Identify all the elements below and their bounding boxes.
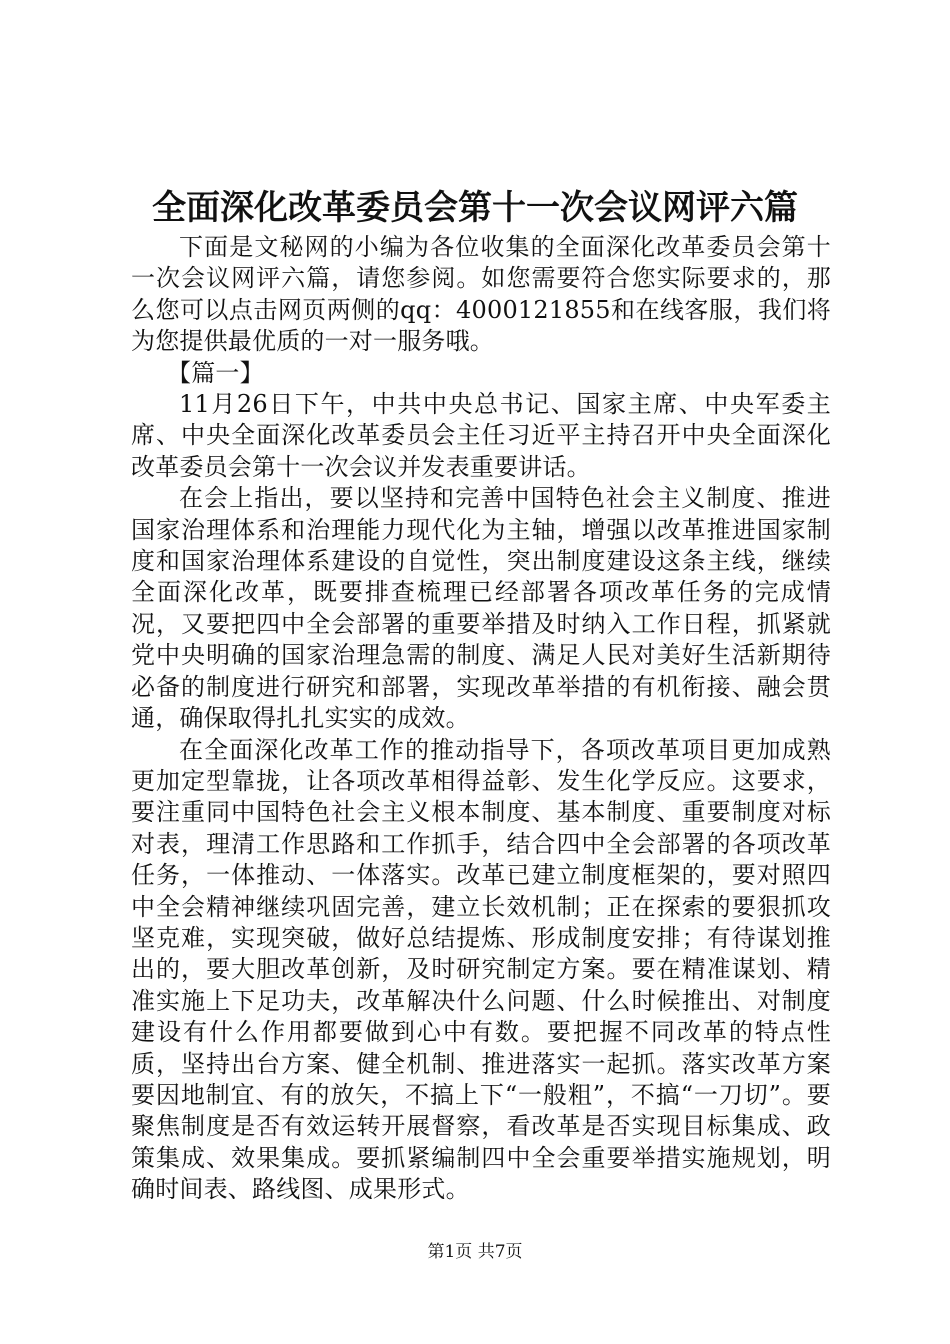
document-title: 全面深化改革委员会第十一次会议网评六篇 xyxy=(152,188,798,228)
body-paragraph: 11月26日下午，中共中央总书记、国家主席、中央军委主席、中央全面深化改革委员会主任习近平主持召开中央全面深化改革委员会第十一次会议并发表重要讲话。 xyxy=(131,390,831,481)
body-paragraph: 在会上指出，要以坚持和完善中国特色社会主义制度、推进国家治理体系和治理能力现代化为主轴，增强以改革推进国家制度和国家治理体系建设的自觉性，突出制度建设这条主线，继续全面深化改革，既要排查梳理已经部署各项改革任务的完成情况，又要把四中全会部署的重要举措及时纳入工作日程，抓紧就党中央明确的国家治理急需的制度、满足人民对美好生活新期待必备的制度进行研究和部署，实现改革举措的有机衔接、融会贯通，确保取得扎扎实实的成效。 xyxy=(131,484,831,733)
document-body xyxy=(131,232,831,1206)
body-paragraph: 在全面深化改革工作的推动指导下，各项改革项目更加成熟更加定型靠拢，让各项改革相得益彰、发生化学反应。这要求，要注重同中国特色社会主义根本制度、基本制度、重要制度对标对表，理清工作思路和工作抓手，结合四中全会部署的各项改革任务，一体推动、一体落实。改革已建立制度框架的，要对照四中全会精神继续巩固完善，建立长效机制；正在探索的要狠抓攻坚克难，实现突破，做好总结提炼、形成制度安排；有待谋划推出的，要大胆改革创新，及时研究制定方案。要在精准谋划、精准实施上下足功夫，改革解决什么问题、什么时候推出、对制度建设有什么作用都要做到心中有数。要把握不同改革的特点性质，坚持出台方案、健全机制、推进落实一起抓。落实改革方案要因地制宜、有的放矢，不搞上下“一般粗”，不搞“一刀切”。要聚焦制度是否有效运转开展督察，看改革是否实现目标集成、政策集成、效果集成。要抓紧编制四中全会重要举措实施规划，明确时间表、路线图、成果形式。 xyxy=(131,735,831,1204)
section-heading: 【篇一】 xyxy=(167,358,264,387)
page-number: 第1页 xyxy=(427,1242,473,1262)
page-count: 共7页 xyxy=(477,1242,523,1262)
page-footer xyxy=(0,1240,950,1264)
intro-paragraph: 下面是文秘网的小编为各位收集的全面深化改革委员会第十一次会议网评六篇，请您参阅。如您需要符合您实际要求的，那么您可以点击网页两侧的qq：4000121855和在线客服，我们将为您提供最优质的一对一服务哦。 xyxy=(131,233,831,356)
